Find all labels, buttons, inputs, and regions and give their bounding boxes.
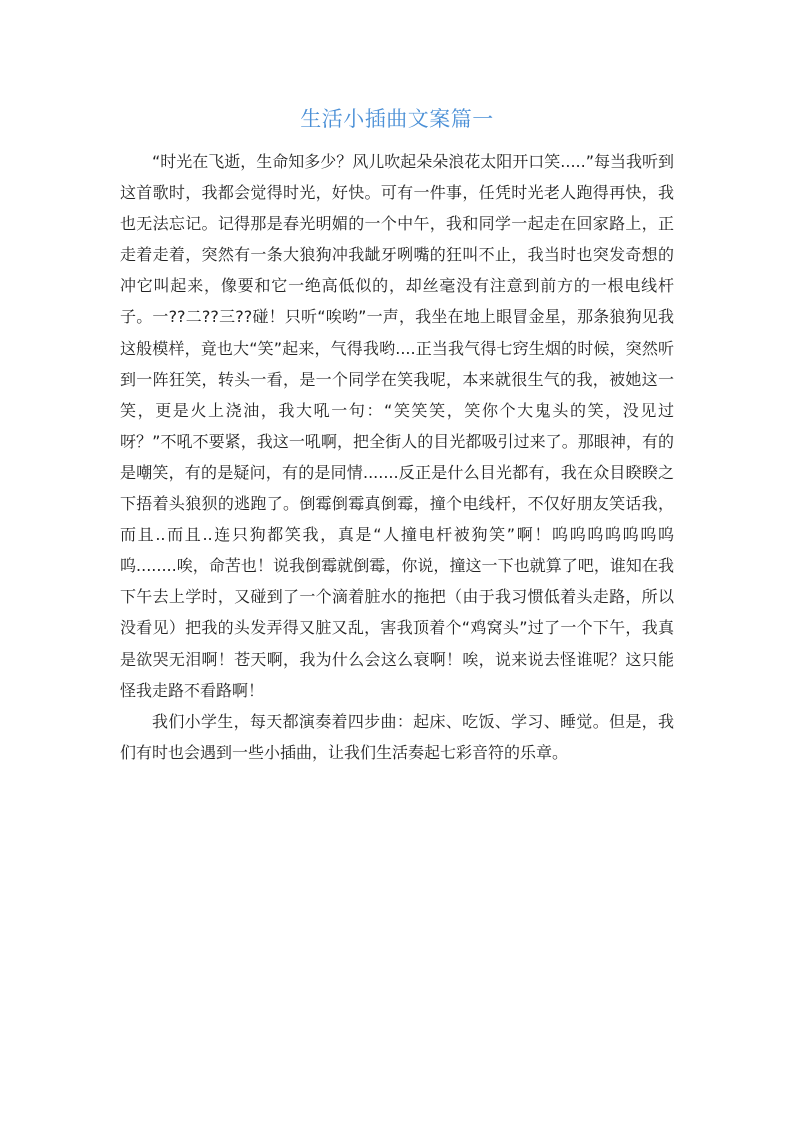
paragraph-2: 我们小学生，每天都演奏着四步曲：起床、吃饭、学习、睡觉。但是，我们有时也会遇到一些小插曲，让我们生活奏起七彩音符的乐章。 bbox=[120, 711, 674, 762]
paragraph-1: “时光在飞逝，生命知多少？风儿吹起朵朵浪花太阳开口笑.....”每当我听到这首歌时，我都会觉得时光，好快。可有一件事，任凭时光老人跑得再快，我也无法忘记。记得那是春光明媚的一个中午，我和同学一起走在回家路上，正走着走着，突然有一条大狼狗冲我龇牙咧嘴的狂叫不止，我当时也突发奇想的冲它叫起来，像要和它一绝高低似的，却丝毫没有注意到前方的一根电线杆子。一??二??三??碰！只听“唉哟”一声，我坐在地上眼冒金星，那条狼狗见我这般模样，竟也大“笑”起来，气得我哟....正当我气得七窍生烟的时候，突然听到一阵狂笑，转头一看，是一个同学在笑我呢，本来就很生气的我，被她这一笑，更是火上浇油，我大吼一句：“笑笑笑，笑你个大鬼头的笑，没见过呀？”不吼不要紧，我这一吼啊，把全街人的目光都吸引过来了。那眼神，有的是嘲笑，有的是疑问，有的是同情.......反正是什么目光都有，我在众目睽睽之下捂着头狼狈的逃跑了。倒霉倒霉真倒霉，撞个电线杆，不仅好朋友笑话我，而且..而且..连只狗都笑我，真是“人撞电杆被狗笑”啊！呜呜呜呜呜呜呜呜........唉，命苦也！说我倒霉就倒霉，你说，撞这一下也就算了吧，谁知在我下午去上学时，又碰到了一个滴着脏水的拖把（由于我习惯低着头走路，所以没看见）把我的头发弄得又脏又乱，害我顶着个“鸡窝头”过了一个下午，我真是欲哭无泪啊！苍天啊，我为什么会这么衰啊！唉，说来说去怪谁呢？这只能怪我走路不看路啊！ bbox=[120, 152, 675, 700]
document-body bbox=[120, 146, 674, 768]
page-title: 生活小插曲文案篇一 bbox=[300, 107, 494, 131]
